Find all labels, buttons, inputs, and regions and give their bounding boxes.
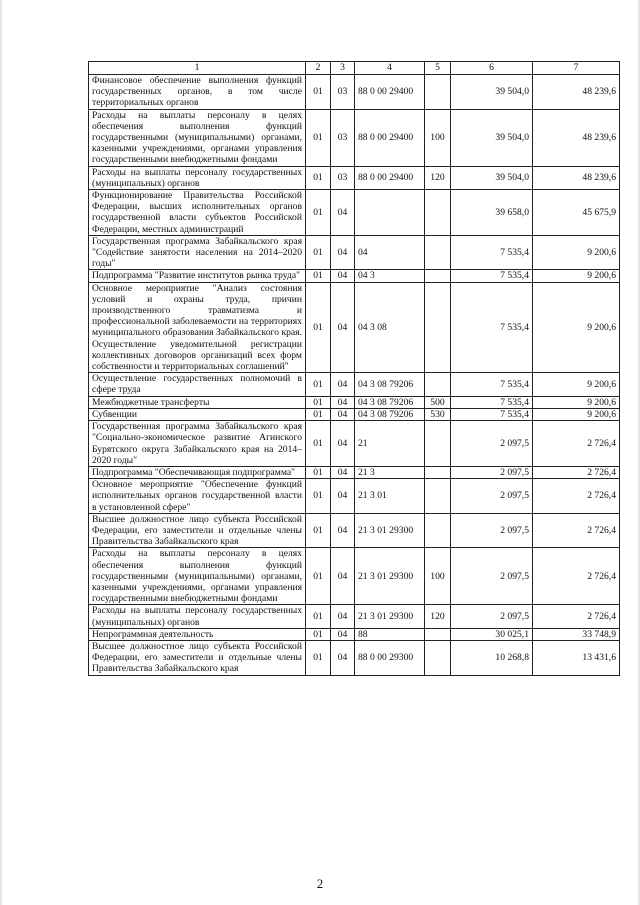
header-col-7: 7 [533,62,620,75]
row-target-article: 88 0 00 29400 [355,75,425,110]
row-target-article: 21 3 01 29300 [355,605,425,628]
row-amount-year-2: 45 675,9 [533,190,620,236]
row-expense-type [425,235,451,270]
header-col-3: 3 [331,62,355,75]
table-row [89,408,620,420]
row-target-article: 04 3 08 [355,282,425,373]
row-section: 01 [306,466,331,478]
row-name: Основное мероприятие "Анализ состояния условий и охраны труда, причин производственного травматизма и профессиональной заболеваемости на территориях муниципального образования Забайкальского края. Осуществление уведомительной регистрации коллективных договоров организаций всех форм собственности и территориальных соглашений" [89,282,306,373]
row-section: 01 [306,548,331,605]
row-target-article: 04 3 [355,270,425,282]
row-subsection: 04 [331,235,355,270]
row-name: Основное мероприятие "Обеспечение функций исполнительных органов государственной власти в установленной сфере" [89,479,306,514]
table-header [89,62,620,75]
row-section: 01 [306,396,331,408]
row-expense-type: 100 [425,109,451,166]
row-section: 01 [306,270,331,282]
row-expense-type [425,282,451,373]
table-row [89,628,620,640]
row-amount-year-2: 9 200,6 [533,235,620,270]
row-name: Расходы на выплаты персоналу в целях обеспечения выполнения функций государственными (муниципальными) органами, казенными учреждениями, органами управления государственными внебюджетными фондами [89,109,306,166]
row-amount-year-2: 9 200,6 [533,373,620,396]
row-amount-year-2: 13 431,6 [533,640,620,675]
row-expense-type [425,513,451,548]
row-expense-type: 530 [425,408,451,420]
row-subsection: 04 [331,513,355,548]
header-col-6: 6 [451,62,533,75]
row-subsection: 04 [331,605,355,628]
table-row [89,513,620,548]
row-subsection: 03 [331,75,355,110]
row-target-article: 88 0 00 29400 [355,166,425,189]
row-amount-year-2: 9 200,6 [533,282,620,373]
page-number: 2 [316,876,324,891]
row-expense-type [425,373,451,396]
row-name: Субвенции [89,408,306,420]
row-target-article: 21 [355,421,425,467]
row-name: Высшее должностное лицо субъекта Российской Федерации, его заместители и отдельные члены Правительства Забайкальского края [89,640,306,675]
table-row [89,109,620,166]
row-amount-year-1: 7 535,4 [451,270,533,282]
row-amount-year-1: 7 535,4 [451,408,533,420]
row-expense-type [425,190,451,236]
row-name: Непрограммная деятельность [89,628,306,640]
row-target-article: 21 3 01 29300 [355,513,425,548]
table-row [89,235,620,270]
row-amount-year-2: 48 239,6 [533,109,620,166]
row-expense-type [425,270,451,282]
row-amount-year-1: 2 097,5 [451,479,533,514]
row-amount-year-1: 39 504,0 [451,75,533,110]
table-row [89,466,620,478]
row-amount-year-1: 2 097,5 [451,548,533,605]
header-col-4: 4 [355,62,425,75]
row-expense-type: 500 [425,396,451,408]
row-name: Подпрограмма "Развитие институтов рынка труда" [89,270,306,282]
row-subsection: 04 [331,408,355,420]
row-section: 01 [306,75,331,110]
page-edge-left [0,0,2,905]
row-name: Расходы на выплаты персоналу государственных (муниципальных) органов [89,605,306,628]
row-subsection: 04 [331,466,355,478]
row-section: 01 [306,190,331,236]
table-row [89,605,620,628]
row-target-article: 21 3 01 29300 [355,548,425,605]
row-amount-year-2: 9 200,6 [533,270,620,282]
row-subsection: 04 [331,373,355,396]
row-name: Функционирование Правительства Российской Федерации, высших исполнительных органов государственной власти субъектов Российской Федерации, местных администраций [89,190,306,236]
row-section: 01 [306,421,331,467]
header-col-1: 1 [89,62,306,75]
table-row [89,270,620,282]
row-amount-year-1: 7 535,4 [451,396,533,408]
table-row [89,373,620,396]
row-target-article: 88 0 00 29300 [355,640,425,675]
row-amount-year-1: 7 535,4 [451,282,533,373]
row-amount-year-2: 33 748,9 [533,628,620,640]
table-row [89,548,620,605]
row-subsection: 04 [331,421,355,467]
row-section: 01 [306,640,331,675]
row-name: Государственная программа Забайкальского края "Содействие занятости населения на 2014–2020 годы" [89,235,306,270]
row-subsection: 03 [331,109,355,166]
row-amount-year-2: 9 200,6 [533,408,620,420]
row-subsection: 04 [331,270,355,282]
row-amount-year-1: 39 504,0 [451,109,533,166]
row-amount-year-1: 7 535,4 [451,373,533,396]
row-name: Осуществление государственных полномочий в сфере труда [89,373,306,396]
row-amount-year-2: 48 239,6 [533,75,620,110]
row-expense-type: 100 [425,548,451,605]
table-row [89,479,620,514]
row-name: Финансовое обеспечение выполнения функций государственных органов, в том числе территориальных органов [89,75,306,110]
row-subsection: 04 [331,190,355,236]
row-target-article: 88 0 00 29400 [355,109,425,166]
row-section: 01 [306,628,331,640]
row-amount-year-1: 2 097,5 [451,466,533,478]
row-name: Межбюджетные трансферты [89,396,306,408]
row-section: 01 [306,109,331,166]
row-subsection: 04 [331,640,355,675]
row-amount-year-2: 2 726,4 [533,466,620,478]
row-section: 01 [306,479,331,514]
row-name: Высшее должностное лицо субъекта Российской Федерации, его заместители и отдельные члены Правительства Забайкальского края [89,513,306,548]
row-target-article: 04 3 08 79206 [355,373,425,396]
row-amount-year-1: 10 268,8 [451,640,533,675]
row-amount-year-2: 2 726,4 [533,479,620,514]
row-target-article: 88 [355,628,425,640]
table-row [89,640,620,675]
table-row [89,75,620,110]
row-target-article [355,190,425,236]
row-expense-type [425,640,451,675]
row-section: 01 [306,282,331,373]
row-amount-year-1: 7 535,4 [451,235,533,270]
row-target-article: 04 [355,235,425,270]
row-amount-year-2: 48 239,6 [533,166,620,189]
row-target-article: 04 3 08 79206 [355,408,425,420]
row-section: 01 [306,373,331,396]
row-target-article: 04 3 08 79206 [355,396,425,408]
header-col-5: 5 [425,62,451,75]
row-target-article: 21 3 01 [355,479,425,514]
row-name: Подпрограмма "Обеспечивающая подпрограмма" [89,466,306,478]
row-section: 01 [306,408,331,420]
row-amount-year-1: 30 025,1 [451,628,533,640]
row-expense-type: 120 [425,166,451,189]
table-row [89,396,620,408]
table-row [89,190,620,236]
row-amount-year-1: 2 097,5 [451,605,533,628]
row-amount-year-2: 2 726,4 [533,548,620,605]
row-name: Расходы на выплаты персоналу государственных (муниципальных) органов [89,166,306,189]
row-amount-year-1: 2 097,5 [451,513,533,548]
row-amount-year-1: 39 504,0 [451,166,533,189]
row-subsection: 03 [331,166,355,189]
header-col-2: 2 [306,62,331,75]
row-subsection: 04 [331,548,355,605]
header-row [89,62,620,75]
row-subsection: 04 [331,479,355,514]
table-row [89,166,620,189]
row-amount-year-2: 2 726,4 [533,605,620,628]
row-expense-type [425,628,451,640]
row-expense-type [425,421,451,467]
row-expense-type [425,479,451,514]
row-expense-type: 120 [425,605,451,628]
row-amount-year-1: 39 658,0 [451,190,533,236]
row-expense-type [425,75,451,110]
row-subsection: 04 [331,396,355,408]
row-section: 01 [306,513,331,548]
row-subsection: 04 [331,282,355,373]
row-amount-year-2: 2 726,4 [533,513,620,548]
row-section: 01 [306,166,331,189]
row-section: 01 [306,605,331,628]
row-target-article: 21 3 [355,466,425,478]
table-body [89,75,620,676]
row-amount-year-1: 2 097,5 [451,421,533,467]
row-subsection: 04 [331,628,355,640]
table-row [89,282,620,373]
row-name: Расходы на выплаты персоналу в целях обеспечения выполнения функций государственными (муниципальными) органами, казенными учреждениями, органами управления государственными внебюджетными фондами [89,548,306,605]
row-expense-type [425,466,451,478]
row-amount-year-2: 2 726,4 [533,421,620,467]
budget-table [88,61,620,676]
row-name: Государственная программа Забайкальского края "Социально-экономическое развитие Агинского Бурятского округа Забайкальского края на 2014–2020 годы" [89,421,306,467]
table-row [89,421,620,467]
row-section: 01 [306,235,331,270]
row-amount-year-2: 9 200,6 [533,396,620,408]
